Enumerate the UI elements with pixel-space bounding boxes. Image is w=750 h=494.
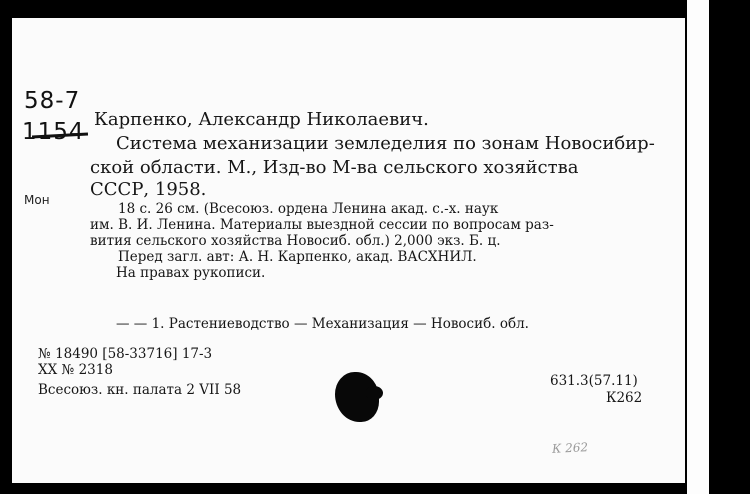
registry-line-1: № 18490 [58-33716] 17-3 xyxy=(38,346,213,362)
notes-line-5: На правах рукописи. xyxy=(116,265,266,281)
notes-line-4: Перед загл. авт: А. Н. Карпенко, акад. ВАСХНИЛ. xyxy=(118,249,477,265)
registry-line-2: XX № 2318 xyxy=(38,362,113,378)
title-line-3: СССР, 1958. xyxy=(90,179,207,200)
right-edge-strip xyxy=(687,0,709,494)
registry-line-3: Всесоюз. кн. палата 2 VII 58 xyxy=(38,382,242,398)
title-line-2: ской области. М., Изд-во М-ва сельского хозяйства xyxy=(90,157,579,178)
faint-handwritten-mark: К 262 xyxy=(551,440,589,456)
author-mark: К262 xyxy=(606,390,643,406)
call-number-top: 58-7 xyxy=(24,88,81,114)
classification-code: 631.3(57.11) xyxy=(550,373,638,389)
catalog-card xyxy=(12,18,685,483)
ink-blot-small xyxy=(365,386,383,400)
subject-headings: — — 1. Растениеводство — Механизация — Новосиб. обл. xyxy=(116,316,529,332)
author-heading: Карпенко, Александр Николаевич. xyxy=(94,109,429,130)
title-line-1: Система механизации земледелия по зонам Новосибир- xyxy=(116,133,655,154)
notes-line-2: им. В. И. Ленина. Материалы выездной сессии по вопросам раз- xyxy=(90,217,554,233)
notes-line-3: вития сельского хозяйства Новосиб. обл.) 2,000 экз. Б. ц. xyxy=(90,233,501,249)
margin-stamp: Мон xyxy=(24,193,50,207)
call-number-bottom: 1154 xyxy=(22,119,85,145)
notes-line-1: 18 с. 26 см. (Всесоюз. ордена Ленина акад. с.-х. наук xyxy=(118,201,499,217)
